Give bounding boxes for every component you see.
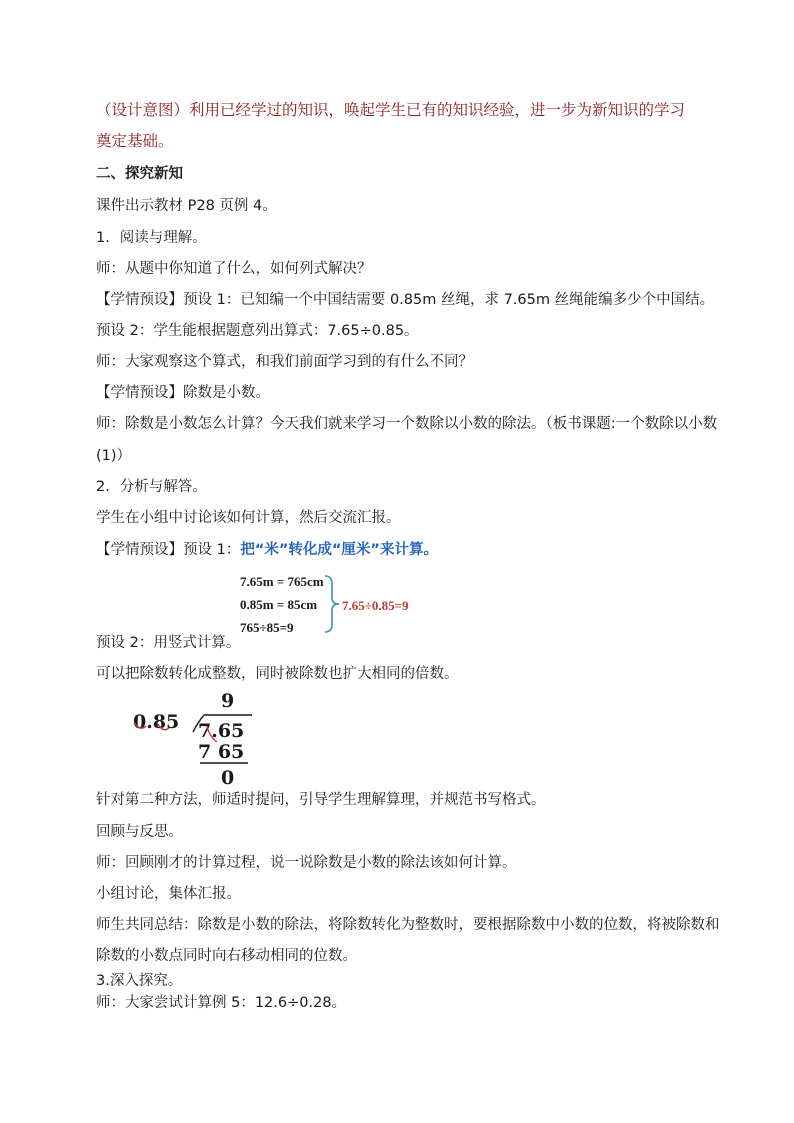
- text-line: 预设 2：学生能根据题意列出算式：7.65÷0.85。: [96, 323, 419, 339]
- long-division: [120, 690, 320, 790]
- preset-label: 【学情预设】预设 1：: [96, 542, 241, 558]
- conversion-result: 7.65÷0.85=9: [342, 598, 409, 613]
- text-line: [96, 540, 438, 560]
- text-line: 学生在小组中讨论该如何计算，然后交流汇报。: [96, 510, 401, 526]
- text-line: 2．分析与解答。: [96, 479, 207, 495]
- text-line: 3.深入探究。: [96, 973, 183, 989]
- product: 7 65: [198, 741, 245, 763]
- text-line: 师：大家观察这个算式，和我们前面学习到的有什么不同？: [96, 354, 473, 370]
- text-line: 回顾与反思。: [96, 824, 183, 840]
- text-line: 师：回顾刚才的计算过程，说一说除数是小数的除法该如何计算。: [96, 855, 517, 871]
- text-line: 可以把除数转化成整数，同时被除数也扩大相同的倍数。: [96, 666, 459, 682]
- decimal-shift-mark-icon: [132, 716, 172, 738]
- text-line: 针对第二种方法，师适时提问，引导学生理解算理，并规范书写格式。: [96, 792, 546, 808]
- text-line: 师：从题中你知道了什么，如何列式解决？: [96, 261, 372, 277]
- text-line: 小组讨论，集体汇报。: [96, 886, 241, 902]
- text-line: 师：除数是小数怎么计算？今天我们就来学习一个数除以小数的除法。（板书课题:一个数除以小数: [96, 416, 718, 432]
- text-line: 课件出示教材 P28 页例 4。: [96, 198, 277, 214]
- quotient: 9: [221, 690, 235, 712]
- dividend: 7.65: [198, 720, 245, 742]
- text-line: 【学情预设】预设 1：已知编一个中国结需要 0.85m 丝绳，求 7.65m 丝绳能编多少个中国结。: [96, 292, 715, 308]
- text-line: (1)）: [96, 448, 132, 464]
- text-line: 预设 2：用竖式计算。: [96, 635, 241, 651]
- text-line: 1．阅读与理解。: [96, 230, 207, 246]
- text-line: 除数的小数点同时向右移动相同的位数。: [96, 948, 357, 964]
- text-line: 师生共同总结：除数是小数的除法，将除数转化为整数时，要根据除数中小数的位数，将被除数和: [96, 917, 720, 933]
- design-intent-line-1: （设计意图）利用已经学过的知识，唤起学生已有的知识经验，进一步为新知识的学习: [96, 101, 686, 119]
- section-title: 二、探究新知: [96, 166, 183, 182]
- design-intent-line-2: 奠定基础。: [96, 132, 174, 150]
- conversion-eq-2: 0.85m = 85cm: [240, 597, 318, 612]
- text-line: 【学情预设】除数是小数。: [96, 385, 270, 401]
- remainder: 0: [221, 767, 235, 789]
- text-line: 师：大家尝试计算例 5：12.6÷0.28。: [96, 995, 347, 1011]
- preset-1-method: 把“米”转化成“厘米”来计算。: [240, 542, 438, 558]
- conversion-eq-1: 7.65m = 765cm: [240, 574, 324, 589]
- divisor: 0.85: [133, 711, 180, 733]
- conversion-eq-3: 765÷85=9: [240, 620, 294, 635]
